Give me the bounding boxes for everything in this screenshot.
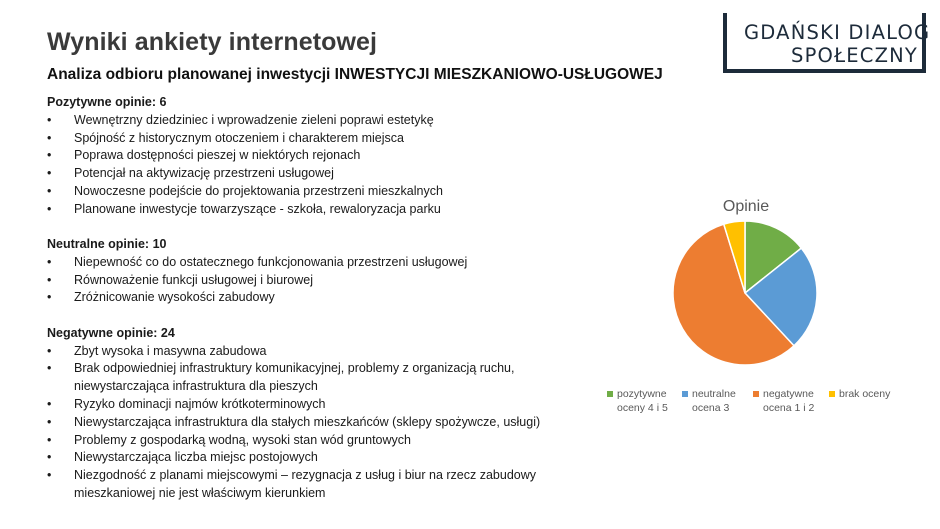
gdanski-dialog-logo <box>723 13 931 73</box>
positive-section <box>47 94 607 219</box>
logo-line-1: GDAŃSKI DIALOG <box>744 21 931 44</box>
opinions-summary <box>47 94 607 520</box>
list-item: • Brak odpowiedniej infrastruktury komunikacyjnej, problemy z organizacją ruchu, niewystarczająca infrastruktura dla pieszych <box>47 360 607 396</box>
legend-item <box>753 387 814 415</box>
legend-label <box>839 387 890 401</box>
legend-swatch <box>682 391 688 397</box>
page-subtitle: Analiza odbioru planowanej inwestycji INWESTYCJI MIESZKANIOWO-USŁUGOWEJ <box>47 66 663 83</box>
legend-label <box>617 387 668 415</box>
neutral-heading: Neutralne opinie: 10 <box>47 237 167 252</box>
list-item: • Niewystarczająca infrastruktura dla stałych mieszkańców (sklepy spożywcze, usługi) <box>47 414 607 432</box>
list-item: • Problemy z gospodarką wodną, wysoki stan wód gruntowych <box>47 432 607 450</box>
neutral-section <box>47 236 607 307</box>
legend-swatch <box>753 391 759 397</box>
legend-label-line: brak oceny <box>839 388 891 400</box>
legend-label-line: ocena 3 <box>692 402 730 414</box>
opinions-pie-chart <box>596 190 896 430</box>
legend-label-line: negatywne <box>763 388 814 400</box>
legend-label-line: neutralne <box>692 388 736 400</box>
legend-swatch <box>607 391 613 397</box>
legend-item <box>682 387 736 415</box>
positive-heading: Pozytywne opinie: 6 <box>47 95 167 109</box>
page-title: Wyniki ankiety internetowej <box>47 28 378 56</box>
legend-label <box>763 387 814 415</box>
list-item: • Niezgodność z planami miejscowymi – rezygnacja z usług i biur na rzecz zabudowy mieszkaniowej nie jest właściwym kierunkiem <box>47 467 607 503</box>
legend-label-line: pozytywne <box>617 388 667 400</box>
list-item: • Potencjał na aktywizację przestrzeni usługowej <box>47 165 607 183</box>
neutral-list <box>47 254 607 307</box>
legend-item <box>829 387 890 401</box>
negative-section <box>47 325 607 503</box>
list-item: • Zróżnicowanie wysokości zabudowy <box>47 289 607 307</box>
list-item: • Ryzyko dominacji najmów krótkoterminowych <box>47 396 607 414</box>
list-item: • Wewnętrzny dziedziniec i wprowadzenie zieleni poprawi estetykę <box>47 112 607 130</box>
list-item: • Zbyt wysoka i masywna zabudowa <box>47 343 607 361</box>
list-item: • Planowane inwestycje towarzyszące - szkoła, rewaloryzacja parku <box>47 201 607 219</box>
pie-svg <box>596 190 896 380</box>
list-item: • Poprawa dostępności pieszej w niektórych rejonach <box>47 147 607 165</box>
negative-list <box>47 343 607 503</box>
legend-swatch <box>829 391 835 397</box>
legend-item <box>607 387 668 415</box>
chart-title: Opinie <box>722 198 770 215</box>
list-item: • Niewystarczająca liczba miejsc postojowych <box>47 449 607 467</box>
list-item: • Niepewność co do ostatecznego funkcjonowania przestrzeni usługowej <box>47 254 607 272</box>
logo-line-2: SPOŁECZNY <box>791 44 919 67</box>
legend-label-line: ocena 1 i 2 <box>763 402 815 414</box>
list-item: • Równoważenie funkcji usługowej i biurowej <box>47 272 607 290</box>
legend-label <box>692 387 736 415</box>
negative-heading: Negatywne opinie: 24 <box>47 325 175 340</box>
legend-label-line: oceny 4 i 5 <box>617 402 668 414</box>
list-item: • Spójność z historycznym otoczeniem i charakterem miejsca <box>47 130 607 148</box>
positive-list <box>47 112 607 219</box>
list-item: • Nowoczesne podejście do projektowania przestrzeni mieszkalnych <box>47 183 607 201</box>
